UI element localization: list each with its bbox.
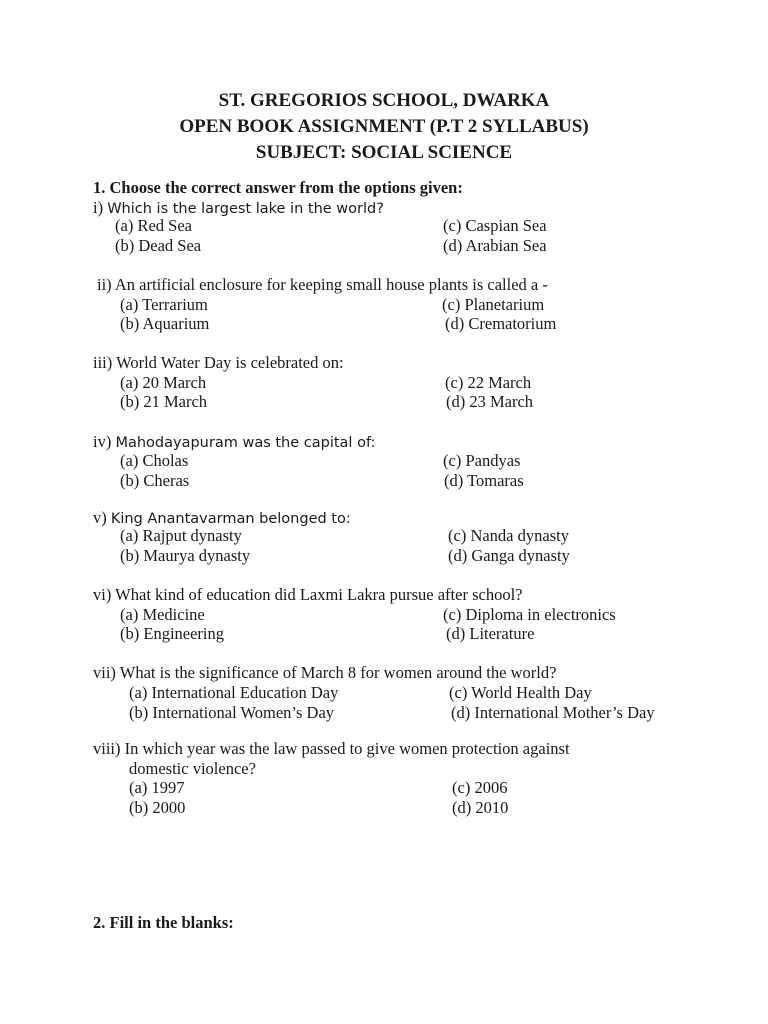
option-d: (d) International Mother’s Day [451, 703, 655, 722]
option-b: (b) 2000 [129, 798, 186, 817]
question-7 [93, 665, 556, 682]
school-name: ST. GREGORIOS SCHOOL, DWARKA [218, 90, 550, 111]
question-4 [93, 434, 375, 451]
option-b: (b) Aquarium [120, 314, 210, 333]
question-text: King Anantavarman belonged to: [110, 511, 351, 527]
option-a: (a) 1997 [129, 778, 185, 797]
option-b: (b) Dead Sea [115, 236, 202, 255]
option-a [120, 297, 208, 314]
question-8 [93, 741, 570, 758]
option-d: (d) Arabian Sea [443, 236, 547, 255]
option-a: (a) Cholas [120, 451, 189, 470]
question-text: In which year was the law passed to give women protection against [124, 739, 570, 758]
question-text: What kind of education did Laxmi Lakra pursue after school? [115, 585, 523, 604]
option-c: (c) World Health Day [449, 683, 592, 702]
option-c: (c) Pandyas [443, 451, 521, 470]
question-text: An artificial enclosure for keeping small house plants is called a - [114, 275, 548, 294]
question-3 [93, 355, 344, 372]
question-number: vii) [93, 663, 116, 682]
option-c: (c) Planetarium [442, 295, 545, 314]
option-a: (a) Rajput dynasty [120, 526, 242, 545]
question-number: v) [93, 508, 107, 527]
subject-title: SUBJECT: SOCIAL SCIENCE [255, 142, 513, 163]
option-a: (a) Medicine [120, 605, 205, 624]
question-number: ii) [97, 275, 112, 294]
question-number: iii) [93, 353, 113, 372]
section1-heading: 1. Choose the correct answer from the options given: [93, 178, 463, 197]
option-d: (d) Literature [446, 624, 535, 643]
question-8-continued: domestic violence? [129, 759, 256, 778]
option-b: (b) 21 March [120, 392, 208, 411]
option-c: (c) 22 March [445, 373, 532, 392]
question-number: i) [93, 198, 104, 217]
option-a: (a) International Education Day [129, 683, 339, 702]
question-text: Which is the largest lake in the world? [107, 201, 384, 217]
question-number: iv) [93, 432, 112, 451]
option-b: (b) Engineering [120, 624, 225, 643]
option-a: (a) 20 March [120, 373, 207, 392]
option-a: (a) Red Sea [115, 216, 192, 235]
option-d: (d) Tomaras [444, 471, 524, 490]
question-5 [93, 510, 351, 527]
option-b: (b) Cheras [120, 471, 190, 490]
option-c: (c) Caspian Sea [443, 216, 547, 235]
option-d: (d) 2010 [452, 798, 509, 817]
option-d: (d) Ganga dynasty [448, 546, 570, 565]
question-text: What is the significance of March 8 for women around the world? [119, 663, 557, 682]
question-text: Mahodayapuram was the capital of: [115, 435, 376, 451]
assignment-title: OPEN BOOK ASSIGNMENT (P.T 2 SYLLABUS) [179, 116, 589, 137]
option-c: (c) 2006 [452, 778, 508, 797]
question-text: World Water Day is celebrated on: [116, 353, 344, 372]
option-d: (d) 23 March [446, 392, 534, 411]
question-6 [93, 587, 522, 604]
question-1 [93, 200, 384, 217]
option-d: (d) Crematorium [445, 314, 557, 333]
option-a-text: (a) Terrarium [120, 295, 208, 314]
question-number: viii) [93, 739, 121, 758]
option-b: (b) International Women’s Day [129, 703, 335, 722]
question-2 [97, 277, 548, 294]
section2-heading: 2. Fill in the blanks: [93, 913, 234, 932]
option-b: (b) Maurya dynasty [120, 546, 251, 565]
option-c: (c) Nanda dynasty [448, 526, 569, 545]
option-c: (c) Diploma in electronics [443, 605, 616, 624]
question-number: vi) [93, 585, 112, 604]
